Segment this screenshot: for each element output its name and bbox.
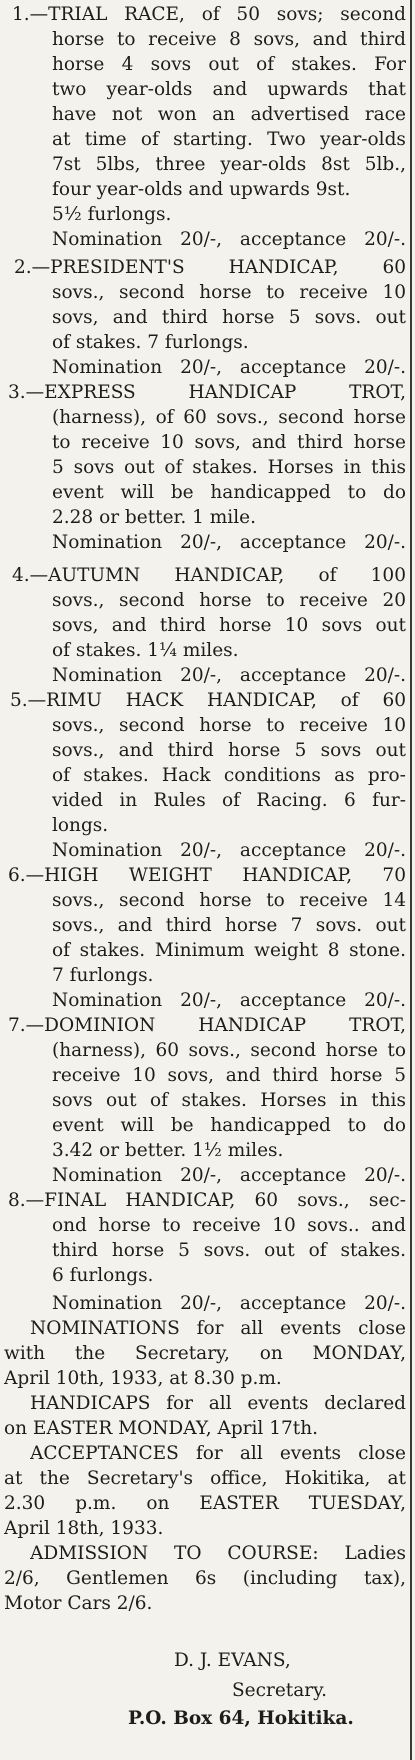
race-entry-line: 7.—DOMINION HANDICAP TROT,: [8, 1015, 406, 1036]
signature-title: Secretary.: [232, 1680, 327, 1701]
race-entry-line: four year-olds and upwards 9st.: [52, 179, 351, 200]
race-entry-line: 5.—RIMU HACK HANDICAP, of 60: [10, 690, 406, 711]
race-entry-line: (harness), 60 sovs., second horse to: [52, 1040, 406, 1061]
column-rule: [410, 0, 412, 1760]
notice-paragraph-line: 2/6, Gentlemen 6s (including tax),: [4, 1568, 406, 1589]
race-entry-line: 5 sovs out of stakes. Horses in this: [52, 457, 406, 478]
race-entry-line: third horse 5 sovs. out of stakes.: [52, 1240, 406, 1261]
race-entry-line: sovs., and third horse 7 sovs. out: [52, 915, 406, 936]
race-entry-line: 4.—AUTUMN HANDICAP, of 100: [12, 565, 406, 586]
race-entry-line: horse 4 sovs out of stakes. For: [52, 54, 406, 75]
race-entry-line: sovs., second horse to receive 10: [52, 282, 406, 303]
race-entry-line: sovs., second horse to receive 20: [52, 590, 406, 611]
race-entry-line: Nomination 20/-, acceptance 20/-.: [52, 1293, 406, 1314]
race-entry-line: Nomination 20/-, acceptance 20/-.: [52, 1165, 406, 1186]
race-entry-line: vided in Rules of Racing. 6 fur-: [52, 790, 406, 811]
race-entry-line: Nomination 20/-, acceptance 20/-.: [52, 357, 406, 378]
notice-paragraph-line: at the Secretary's office, Hokitika, at: [4, 1468, 406, 1489]
race-entry-line: 8.—FINAL HANDICAP, 60 sovs., sec-: [8, 1190, 406, 1211]
race-entry-line: 7st 5lbs, three year-olds 8st 5lb.,: [52, 154, 406, 175]
notice-paragraph-line: April 18th, 1933.: [4, 1518, 164, 1539]
signature-name: D. J. EVANS,: [174, 1650, 291, 1671]
race-entry-line: sovs., second horse to receive 14: [52, 890, 406, 911]
notice-paragraph-line: on EASTER MONDAY, April 17th.: [4, 1418, 318, 1439]
notice-paragraph-line: ACCEPTANCES for all events close: [30, 1443, 406, 1464]
notice-paragraph-line: Motor Cars 2/6.: [4, 1593, 153, 1614]
race-entry-line: of stakes. Minimum weight 8 stone.: [52, 940, 406, 961]
race-entry-line: 2.28 or better. 1 mile.: [52, 507, 256, 528]
notice-paragraph-line: April 10th, 1933, at 8.30 p.m.: [4, 1368, 282, 1389]
race-entry-line: two year-olds and upwards that: [52, 79, 406, 100]
race-entry-line: Nomination 20/-, acceptance 20/-.: [52, 840, 406, 861]
race-entry-line: (harness), of 60 sovs., second horse: [52, 407, 406, 428]
race-entry-line: 2.—PRESIDENT'S HANDICAP, 60: [14, 257, 406, 278]
race-entry-line: 7 furlongs.: [52, 965, 154, 986]
race-entry-line: of stakes. 1¼ miles.: [52, 640, 239, 661]
race-entry-line: sovs, and third horse 5 sovs. out: [52, 307, 406, 328]
race-entry-line: sovs out of stakes. Horses in this: [52, 1090, 406, 1111]
race-entry-line: have not won an advertised race: [52, 104, 406, 125]
race-entry-line: event will be handicapped to do: [52, 482, 406, 503]
race-entry-line: 6.—HIGH WEIGHT HANDICAP, 70: [8, 865, 406, 886]
race-entry-line: Nomination 20/-, acceptance 20/-.: [52, 990, 406, 1011]
race-entry-line: to receive 10 sovs, and third horse: [52, 432, 406, 453]
notice-paragraph-line: 2.30 p.m. on EASTER TUESDAY,: [4, 1493, 406, 1514]
race-entry-line: of stakes. Hack conditions as pro-: [52, 765, 406, 786]
race-entry-line: of stakes. 7 furlongs.: [52, 332, 249, 353]
race-entry-line: Nomination 20/-, acceptance 20/-.: [52, 229, 406, 250]
notice-paragraph-line: NOMINATIONS for all events close: [30, 1318, 406, 1339]
race-entry-line: at time of starting. Two year-olds: [52, 129, 406, 150]
race-entry-line: sovs., and third horse 5 sovs out: [52, 740, 406, 761]
race-entry-line: 3.42 or better. 1½ miles.: [52, 1140, 284, 1161]
notice-paragraph-line: HANDICAPS for all events declared: [30, 1393, 406, 1414]
race-entry-line: receive 10 sovs, and third horse 5: [52, 1065, 406, 1086]
race-entry-line: event will be handicapped to do: [52, 1115, 406, 1136]
race-entry-line: 3.—EXPRESS HANDICAP TROT,: [8, 382, 406, 403]
race-entry-line: 1.—TRIAL RACE, of 50 sovs; second: [12, 4, 406, 25]
race-entry-line: Nomination 20/-, acceptance 20/-.: [52, 665, 406, 686]
race-entry-line: horse to receive 8 sovs, and third: [52, 29, 406, 50]
race-entry-line: sovs., second horse to receive 10: [52, 715, 406, 736]
signature-address: P.O. Box 64, Hokitika.: [128, 1708, 354, 1729]
race-entry-line: 6 furlongs.: [52, 1265, 154, 1286]
notice-paragraph-line: with the Secretary, on MONDAY,: [4, 1343, 406, 1364]
race-entry-line: ond horse to receive 10 sovs.. and: [52, 1215, 406, 1236]
race-entry-line: 5½ furlongs.: [52, 204, 172, 225]
race-entry-line: longs.: [52, 815, 109, 836]
race-entry-line: Nomination 20/-, acceptance 20/-.: [52, 532, 406, 553]
notice-paragraph-line: ADMISSION TO COURSE: Ladies: [30, 1543, 406, 1564]
race-entry-line: sovs, and third horse 10 sovs out: [52, 615, 406, 636]
